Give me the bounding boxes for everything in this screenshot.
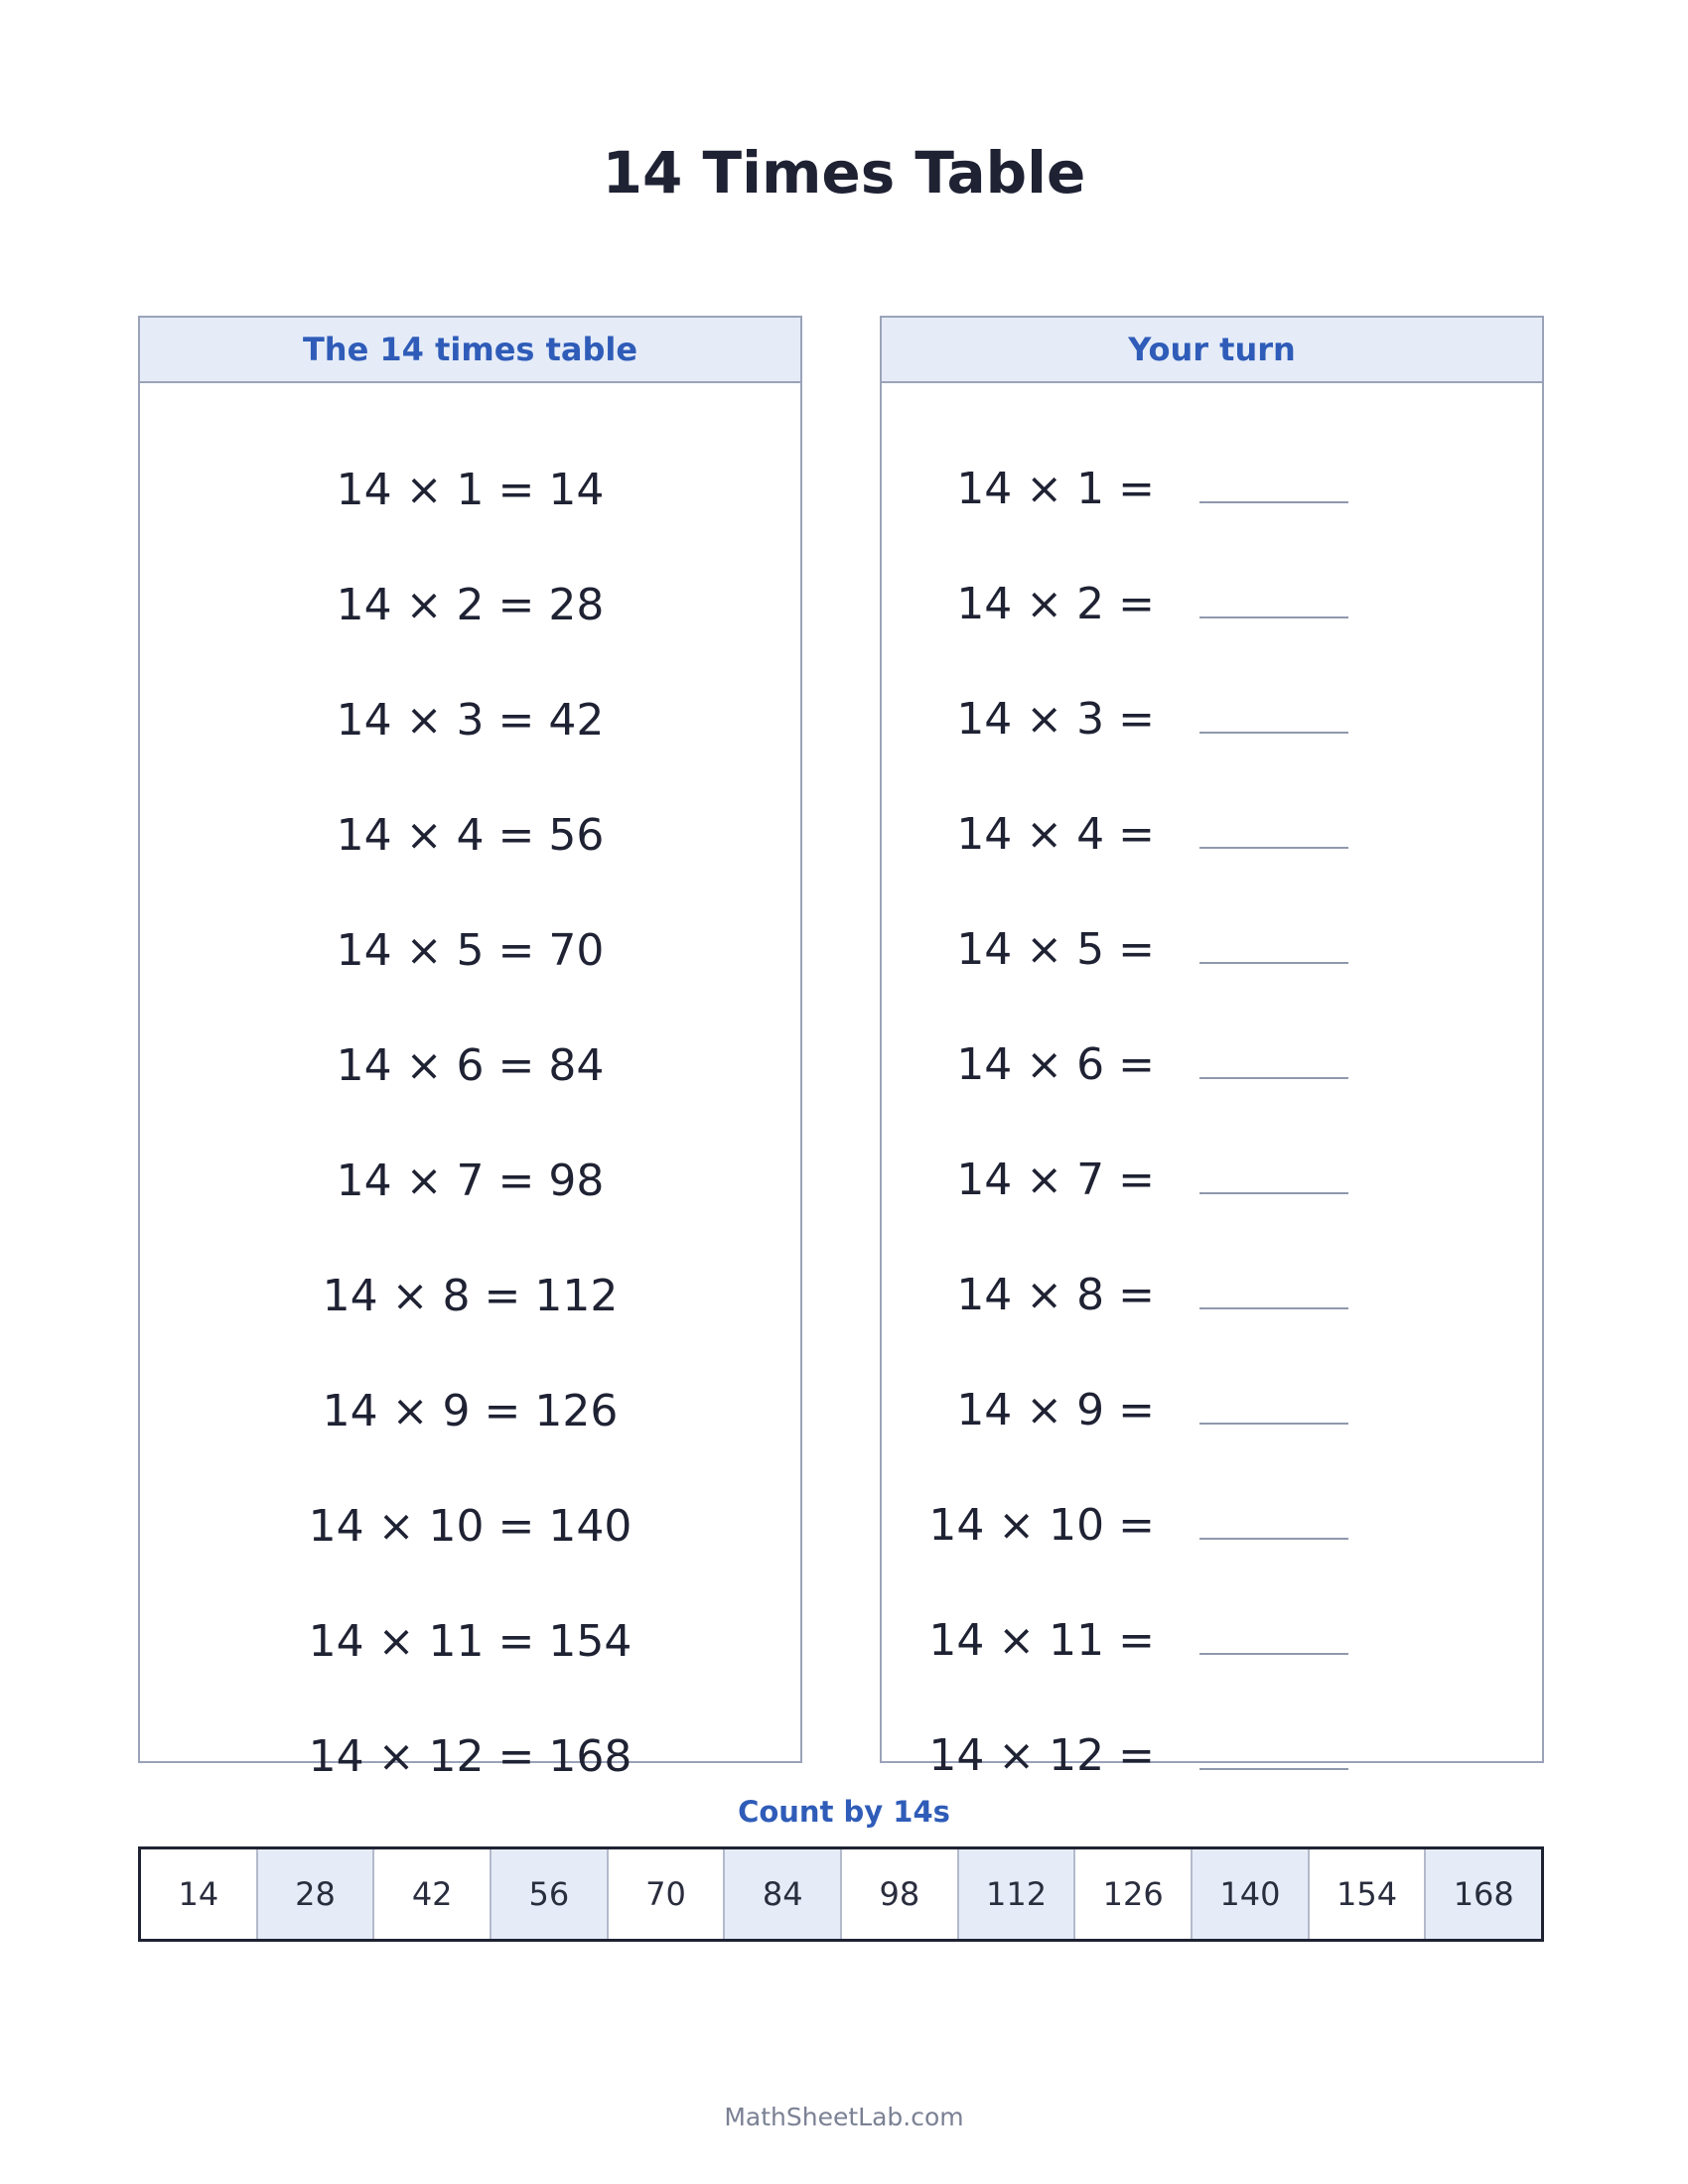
practice-row — [882, 1151, 1542, 1210]
answer-blank[interactable] — [1199, 616, 1348, 618]
count-cell: 42 — [374, 1849, 492, 1939]
count-cell: 56 — [492, 1849, 609, 1939]
count-cell: 168 — [1426, 1849, 1541, 1939]
practice-problem: 14 × 4 = — [956, 809, 1155, 860]
times-table-panel — [138, 316, 802, 1782]
footer-site-name: MathSheetLab.com — [724, 2103, 964, 2131]
answer-blank[interactable] — [1199, 1307, 1348, 1309]
answer-blank[interactable] — [1199, 1538, 1348, 1540]
practice-problem: 14 × 12 = — [928, 1730, 1155, 1781]
answer-blank[interactable] — [1199, 1768, 1348, 1770]
practice-problem: 14 × 5 = — [956, 924, 1155, 975]
count-by-strip — [138, 1846, 1544, 1942]
equation-row: 14 × 3 = 42 — [336, 694, 605, 746]
times-table-heading: The 14 times table — [140, 318, 800, 383]
practice-row — [882, 460, 1542, 519]
practice-row — [882, 1035, 1542, 1095]
practice-problem: 14 × 8 = — [956, 1270, 1155, 1320]
count-cell: 84 — [725, 1849, 842, 1939]
practice-row — [882, 920, 1542, 980]
answer-blank[interactable] — [1199, 1423, 1348, 1425]
count-cell: 140 — [1193, 1849, 1310, 1939]
practice-row — [882, 690, 1542, 750]
equation-row: 14 × 8 = 112 — [322, 1270, 619, 1321]
count-by-label: Count by 14s — [738, 1795, 950, 1829]
answer-blank[interactable] — [1199, 1653, 1348, 1655]
equation-row: 14 × 12 = 168 — [308, 1730, 633, 1782]
answer-blank[interactable] — [1199, 501, 1348, 503]
page-title: 14 Times Table — [602, 139, 1086, 206]
practice-row — [882, 575, 1542, 634]
practice-row — [882, 1381, 1542, 1440]
equation-row: 14 × 5 = 70 — [336, 924, 605, 976]
practice-row — [882, 1726, 1542, 1786]
answer-blank[interactable] — [1199, 847, 1348, 849]
practice-problem: 14 × 3 = — [956, 694, 1155, 745]
answer-blank[interactable] — [1199, 962, 1348, 964]
answer-blank[interactable] — [1199, 732, 1348, 734]
your-turn-panel — [880, 316, 1544, 1781]
equation-row: 14 × 1 = 14 — [336, 464, 605, 515]
practice-problem: 14 × 2 = — [956, 579, 1155, 629]
answer-blank[interactable] — [1199, 1192, 1348, 1194]
practice-row — [882, 1496, 1542, 1556]
equation-row: 14 × 2 = 28 — [336, 579, 605, 630]
count-cell: 112 — [959, 1849, 1076, 1939]
practice-problem: 14 × 6 = — [956, 1039, 1155, 1090]
equation-row: 14 × 11 = 154 — [308, 1615, 633, 1667]
answer-blank[interactable] — [1199, 1077, 1348, 1079]
equation-row: 14 × 9 = 126 — [322, 1385, 619, 1436]
practice-problem: 14 × 10 = — [928, 1500, 1155, 1551]
practice-row — [882, 805, 1542, 865]
practice-row — [882, 1611, 1542, 1671]
practice-problem: 14 × 11 = — [928, 1615, 1155, 1666]
count-cell: 70 — [609, 1849, 726, 1939]
count-cell: 14 — [141, 1849, 258, 1939]
equation-row: 14 × 10 = 140 — [308, 1500, 633, 1552]
your-turn-heading: Your turn — [882, 318, 1542, 383]
equation-row: 14 × 6 = 84 — [336, 1039, 605, 1091]
count-cell: 98 — [842, 1849, 959, 1939]
count-cell: 126 — [1075, 1849, 1193, 1939]
equation-row: 14 × 7 = 98 — [336, 1155, 605, 1206]
practice-problem: 14 × 7 = — [956, 1155, 1155, 1205]
equation-row: 14 × 4 = 56 — [336, 809, 605, 861]
count-cell: 28 — [258, 1849, 375, 1939]
practice-row — [882, 1266, 1542, 1325]
count-cell: 154 — [1310, 1849, 1427, 1939]
practice-problem: 14 × 1 = — [956, 464, 1155, 514]
practice-problem: 14 × 9 = — [956, 1385, 1155, 1435]
